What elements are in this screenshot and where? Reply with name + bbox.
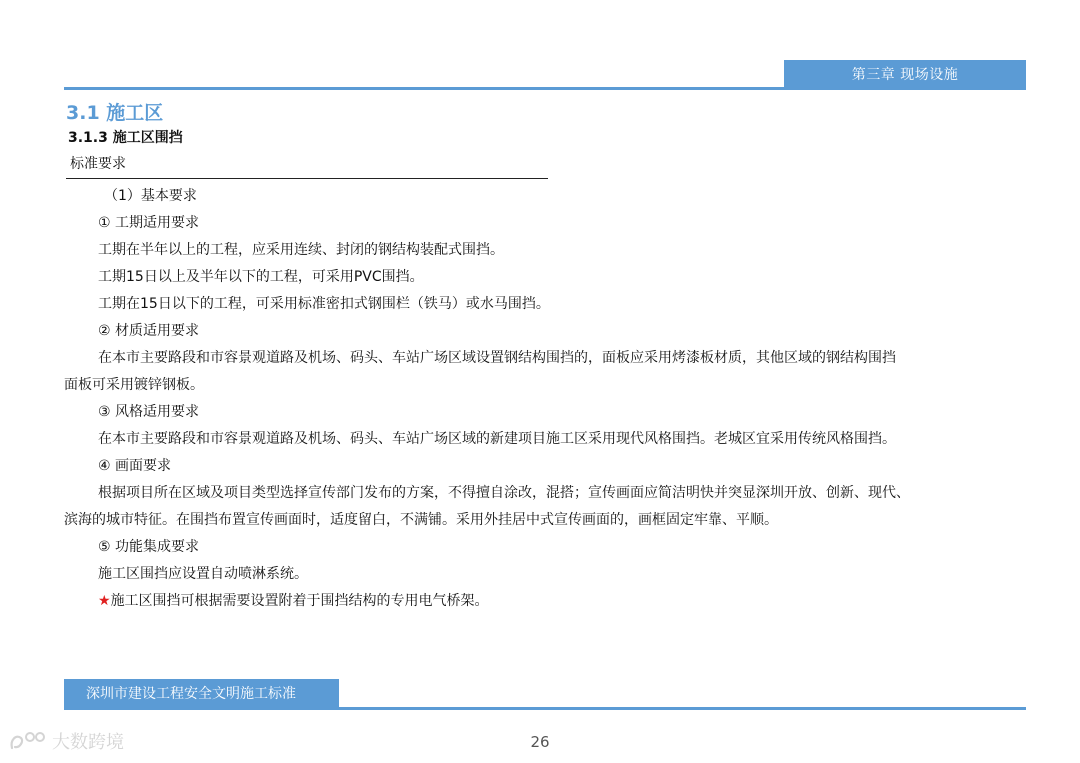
footer-title: 深圳市建设工程安全文明施工标准 [86, 686, 296, 702]
material-requirements-heading: ② 材质适用要求 [98, 323, 200, 339]
chapter-header-tab [784, 60, 1026, 90]
footer-rule [64, 707, 1026, 710]
standard-requirements-label: 标准要求 [70, 156, 126, 172]
body-paragraph: 工期在15日以下的工程，可采用标准密扣式钢围栏（铁马）或水马围挡。 [98, 296, 550, 312]
page-number: 26 [530, 733, 550, 751]
body-paragraph: 施工区围挡应设置自动喷淋系统。 [98, 566, 308, 582]
graphics-requirements-heading: ④ 画面要求 [98, 458, 172, 474]
subsection-title: 3.1.3 施工区围挡 [68, 130, 183, 146]
footer-title-box [64, 679, 339, 709]
star-icon: ★ [98, 593, 111, 609]
body-paragraph: 工期15日以上及半年以下的工程，可采用PVC围挡。 [98, 269, 424, 285]
body-paragraph: 在本市主要路段和市容景观道路及机场、码头、车站广场区域设置钢结构围挡的，面板应采用烤漆板材质，其他区域的钢结构围挡 [98, 350, 896, 366]
body-paragraph: 根据项目所在区域及项目类型选择宣传部门发布的方案，不得擅自涂改，混搭；宣传画面应简洁明快并突显深圳开放、创新、现代、 [98, 485, 910, 501]
section-title: 3.1 施工区 [66, 102, 164, 124]
body-paragraph-continuation: 滨海的城市特征。在围挡布置宣传画面时，适度留白，不满铺。采用外挂居中式宣传画面的，画框固定牢靠、平顺。 [64, 512, 778, 528]
body-paragraph: 工期在半年以上的工程，应采用连续、封闭的钢结构装配式围挡。 [98, 242, 504, 258]
header-rule [64, 87, 1026, 90]
body-paragraph-continuation: 面板可采用镀锌钢板。 [64, 377, 204, 393]
duration-requirements-heading: ① 工期适用要求 [98, 215, 200, 231]
style-requirements-heading: ③ 风格适用要求 [98, 404, 200, 420]
watermark-text: 大数跨境 [52, 732, 124, 753]
watermark [8, 728, 124, 754]
watermark-logo-icon [8, 728, 48, 754]
standard-underline [66, 178, 548, 179]
starred-item-text: 施工区围挡可根据需要设置附着于围挡结构的专用电气桥架。 [110, 593, 489, 609]
starred-item [98, 591, 489, 611]
body-paragraph: 在本市主要路段和市容景观道路及机场、码头、车站广场区域的新建项目施工区采用现代风格围挡。老城区宜采用传统风格围挡。 [98, 431, 896, 447]
basic-requirements-heading: （1）基本要求 [104, 188, 197, 204]
function-requirements-heading: ⑤ 功能集成要求 [98, 539, 200, 555]
chapter-label: 第三章 现场设施 [851, 67, 959, 83]
